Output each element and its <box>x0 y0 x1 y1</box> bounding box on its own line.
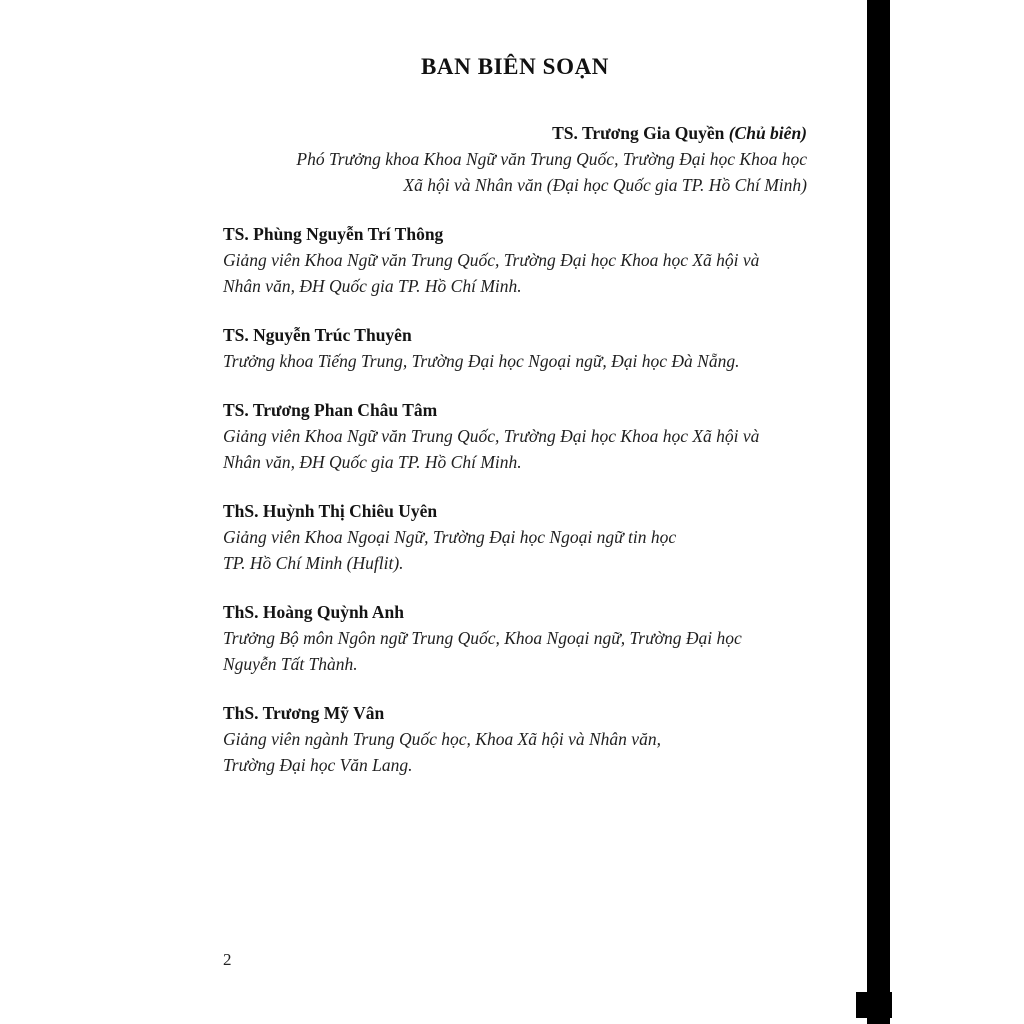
editor-name <box>223 599 807 625</box>
page-title: BAN BIÊN SOẠN <box>420 54 609 79</box>
editor-role-line: Giảng viên Khoa Ngữ văn Trung Quốc, Trường Đại học Khoa học Xã hội và <box>223 426 760 446</box>
editor-role <box>223 726 807 778</box>
editor-role-line: Nhân văn, ĐH Quốc gia TP. Hồ Chí Minh. <box>223 452 522 472</box>
editor-name <box>223 397 807 423</box>
editor-name <box>223 498 807 524</box>
editor-name-text: TS. Nguyễn Trúc Thuyên <box>223 325 412 345</box>
editor-name-text: TS. Phùng Nguyễn Trí Thông <box>223 224 444 244</box>
editor-role-line: Giảng viên ngành Trung Quốc học, Khoa Xã hội và Nhân văn, <box>223 729 661 749</box>
editor-role-line: Nhân văn, ĐH Quốc gia TP. Hồ Chí Minh. <box>223 276 522 296</box>
editor-role <box>223 146 807 198</box>
editor-role <box>223 423 807 475</box>
editor-role-line: Xã hội và Nhân văn (Đại học Quốc gia TP. Hồ Chí Minh) <box>403 175 807 195</box>
page-corner-scan-mark <box>856 992 892 1018</box>
editor-role-line: Giảng viên Khoa Ngoại Ngữ, Trường Đại học Ngoại ngữ tin học <box>223 527 677 547</box>
editor-entry <box>223 599 807 677</box>
editor-role-line: TP. Hồ Chí Minh (Huflit). <box>223 553 404 573</box>
editor-role-line: Giảng viên Khoa Ngữ văn Trung Quốc, Trường Đại học Khoa học Xã hội và <box>223 250 760 270</box>
editor-name-suffix: (Chủ biên) <box>724 123 807 143</box>
editor-name-text: ThS. Trương Mỹ Vân <box>223 703 385 723</box>
editor-role <box>223 625 807 677</box>
page-content <box>223 0 807 801</box>
editors-list <box>223 120 807 778</box>
editor-role-line: Phó Trưởng khoa Khoa Ngữ văn Trung Quốc, Trường Đại học Khoa học <box>296 149 807 169</box>
editor-name-text: TS. Trương Gia Quyền <box>552 123 725 143</box>
editor-name <box>223 322 807 348</box>
editor-role-line: Trưởng Bộ môn Ngôn ngữ Trung Quốc, Khoa Ngoại ngữ, Trường Đại học <box>223 628 742 648</box>
editor-name-text: ThS. Hoàng Quỳnh Anh <box>223 602 404 622</box>
editor-role-line: Trưởng khoa Tiếng Trung, Trường Đại học Ngoại ngữ, Đại học Đà Nẵng. <box>223 351 740 371</box>
editor-role <box>223 348 807 374</box>
editor-name <box>223 120 807 146</box>
editor-name-text: TS. Trương Phan Châu Tâm <box>223 400 438 420</box>
editor-name <box>223 700 807 726</box>
editor-entry <box>223 397 807 475</box>
editor-role-line: Nguyễn Tất Thành. <box>223 654 358 674</box>
editor-entry <box>223 322 807 374</box>
editor-entry <box>223 221 807 299</box>
page-number: 2 <box>223 950 232 969</box>
editor-role <box>223 247 807 299</box>
editor-entry <box>223 120 807 198</box>
editor-name <box>223 221 807 247</box>
page-edge-scan-bar <box>867 0 890 1024</box>
editor-role <box>223 524 807 576</box>
editor-entry <box>223 498 807 576</box>
editor-entry <box>223 700 807 778</box>
editor-name-text: ThS. Huỳnh Thị Chiêu Uyên <box>223 501 438 521</box>
editor-role-line: Trường Đại học Văn Lang. <box>223 755 413 775</box>
